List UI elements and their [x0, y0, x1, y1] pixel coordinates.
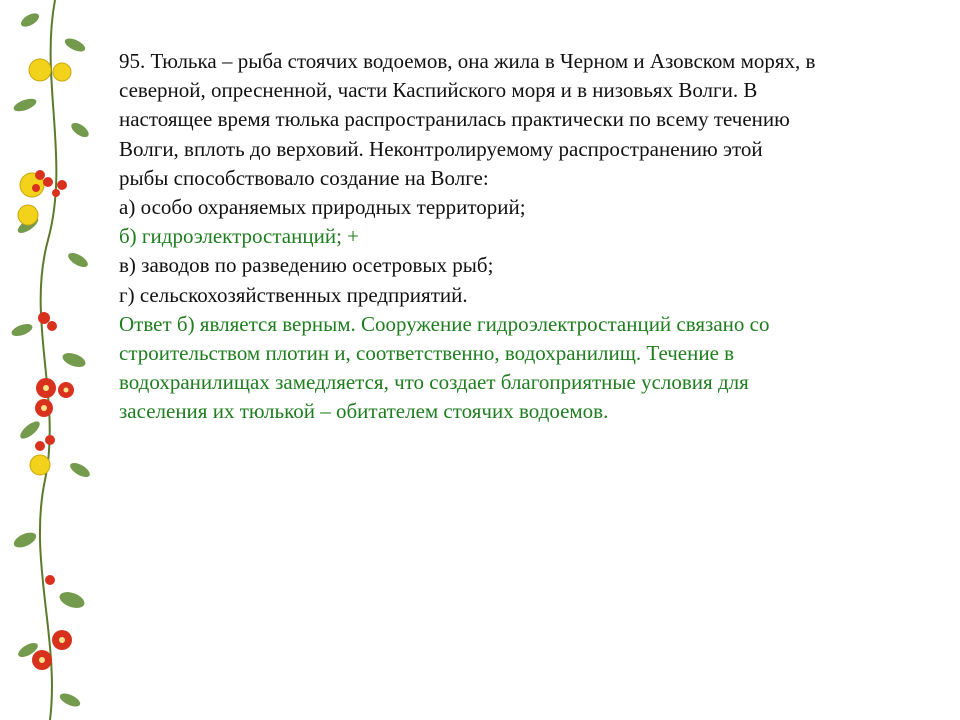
question-line: настоящее время тюлька распространилась практически по всему течению [119, 107, 790, 132]
answer-line: Ответ б) является верным. Сооружение гидроэлектростанций связано со [119, 311, 770, 336]
answer-line: строительством плотин и, соответственно, водохранилищ. Течение в [119, 341, 735, 366]
answer-line: водохранилищах замедляется, что создает благоприятные условия для [119, 370, 749, 395]
question-line: северной, опресненной, части Каспийского моря и в низовьях Волги. В [119, 78, 758, 103]
question-line: Волги, вплоть до верховий. Неконтролируемому распространению этой [119, 136, 763, 161]
option-c: в) заводов по разведению осетровых рыб; [119, 253, 494, 278]
question-line: 95. Тюлька – рыба стоячих водоемов, она жила в Черном и Азовском морях, в [119, 49, 816, 73]
question-line: рыбы способствовало создание на Волге: [119, 165, 489, 190]
option-a: а) особо охраняемых природных территорий; [119, 195, 526, 220]
floral-border-icon [0, 0, 110, 720]
slide-text [119, 47, 919, 427]
option-d: г) сельскохозяйственных предприятий. [119, 282, 468, 307]
answer-line: заселения их тюлькой – обитателем стоячих водоемов. [119, 399, 609, 424]
option-b-correct: б) гидроэлектростанций; + [119, 224, 359, 249]
